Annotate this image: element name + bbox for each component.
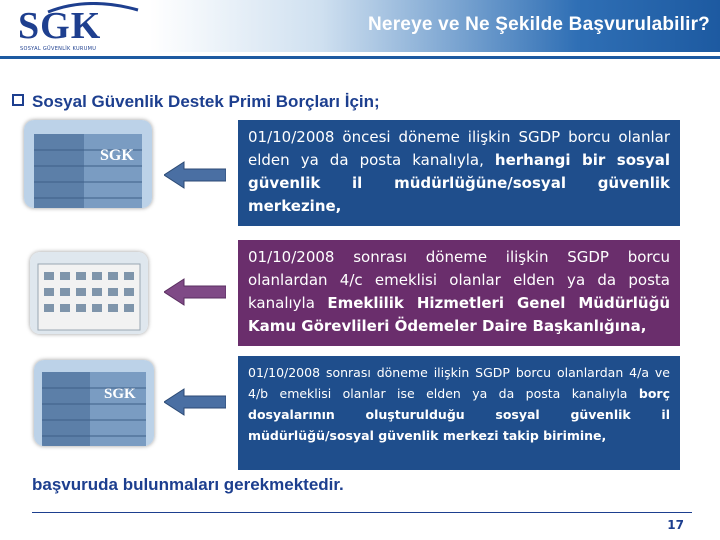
slide-header — [0, 0, 720, 62]
footer-divider — [32, 512, 692, 513]
page-title: Nereye ve Ne Şekilde Başvurulabilir? — [368, 14, 710, 35]
svg-text:SGK: SGK — [104, 386, 136, 402]
info-box-bold-text: borç dosyalarının oluşturulduğu sosyal güvenlik il müdürlüğü/sosyal güvenlik merkezi takip birimine, — [248, 386, 670, 443]
logo-text: SGK — [18, 5, 102, 47]
info-box-text: 01/10/2008 sonrası döneme ilişkin SGDP borcu olanlardan 4/a ve 4/b emeklisi olanlar ise elden ya da posta kanalıyla — [248, 365, 670, 401]
info-box-text: 01/10/2008 öncesi döneme ilişkin SGDP borcu olanlar elden ya da posta kanalıyla, — [248, 128, 670, 169]
building-photo-2 — [30, 252, 148, 334]
building-image — [24, 120, 152, 208]
arrow-left-icon — [164, 277, 226, 307]
info-box-1 — [238, 120, 680, 226]
arrow-left-icon — [164, 387, 226, 417]
closing-text: başvuruda bulunmaları gerekmektedir. — [32, 475, 344, 494]
info-box-bold-text: Emeklilik Hizmetleri Genel Müdürlüğü Kamu Görevlileri Ödemeler Daire Başkanlığına, — [248, 294, 671, 335]
info-box-text: 01/10/2008 sonrası döneme ilişkin SGDP borcu olanlardan 4/c emeklisi olanlar elden ya da posta kanalıyla — [248, 248, 670, 312]
building-image — [30, 252, 148, 334]
building-photo-3 — [34, 360, 154, 446]
info-box-bold-text: herhangi bir sosyal güvenlik il müdürlüğüne/sosyal güvenlik merkezine, — [248, 151, 670, 215]
info-box-3 — [238, 356, 680, 470]
info-box-2 — [238, 240, 680, 346]
sgk-logo — [8, 2, 148, 54]
building-image — [34, 360, 154, 446]
page-number: 17 — [667, 518, 684, 532]
section-title: Sosyal Güvenlik Destek Primi Borçları İçin; — [32, 92, 380, 111]
logo-subtitle: SOSYAL GÜVENLİK KURUMU — [20, 46, 97, 52]
checkbox-bullet-icon — [12, 94, 24, 106]
arrow-left-icon — [164, 160, 226, 190]
svg-text:SGK: SGK — [100, 147, 134, 164]
header-divider — [0, 56, 720, 59]
building-photo-1 — [24, 120, 152, 208]
